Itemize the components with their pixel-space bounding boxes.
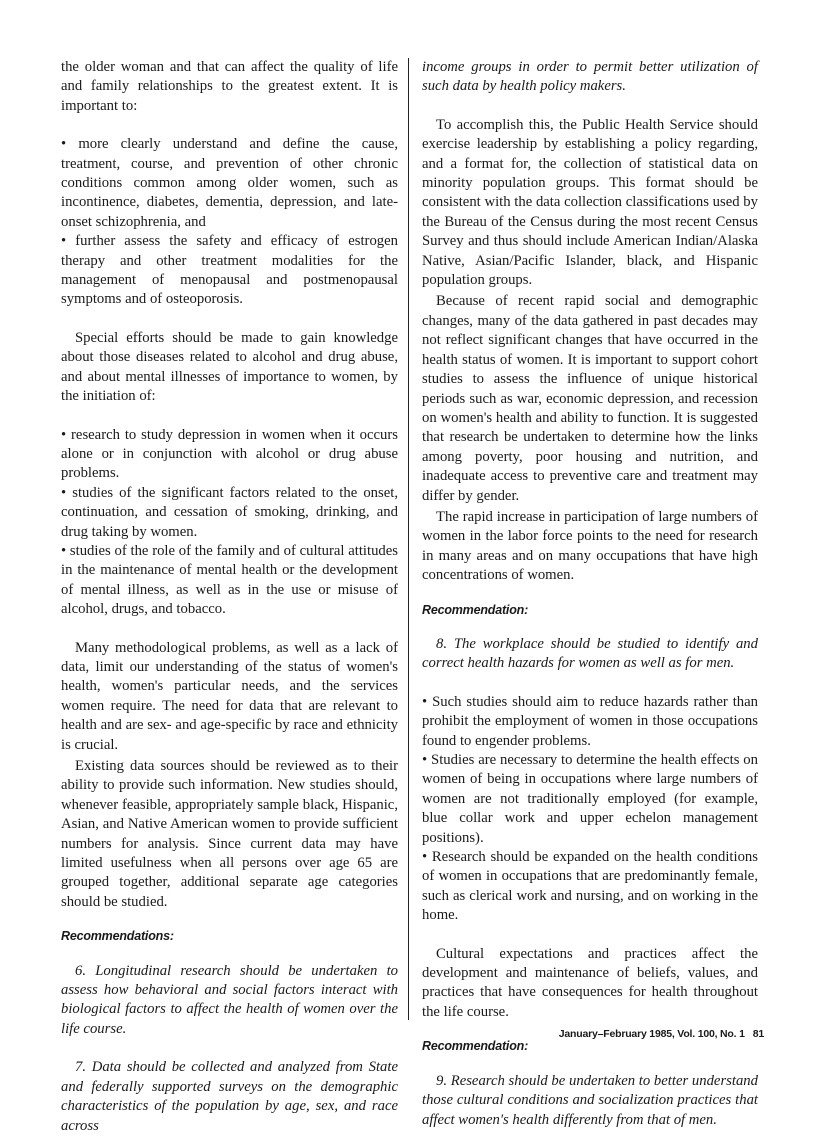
right-column (422, 58, 758, 1130)
recommendation-7: 7. Data should be collected and analyzed from State and federally supported surveys on the demographic characteristics of the population by age, sex, and race across (61, 1059, 398, 1134)
list-item: • Such studies should aim to reduce hazards rather than prohibit the employment of women in those occupations found to engender problems. (422, 693, 758, 751)
recommendation-9: 9. Research should be undertaken to better understand those cultural conditions and socialization practices that affect women's health differently from that of men. (422, 1072, 758, 1128)
recommendation-heading-1: Recommendation: (422, 602, 529, 617)
labor-force-paragraph: The rapid increase in participation of large numbers of women in the labor force points to the need for research in many areas and on many occupations that have high concentrations of women. (422, 508, 758, 584)
methodological-paragraph: Many methodological problems, as well as a lack of data, limit our understanding of the status of women's health, women's particular needs, and the services women require. The need for data that are relevant to health and are sex- and age-specific by race and ethnicity is crucial. (61, 639, 398, 753)
demographic-changes-paragraph: Because of recent rapid social and demographic changes, many of the data gathered in past decades may not reflect significant changes that have occurred in the health status of women. It is important to support cohort studies to assess the influence of unique historical periods such as war, economic depression, and recession on women's health and ability to function. It is suggested that research be undertaken to determine how the links among poverty, poor housing and nutrition, and inadequate access to preventive care and treatment may differ by gender. (422, 293, 758, 504)
recommendations-heading: Recommendations: (61, 929, 174, 944)
page-footer (559, 1028, 764, 1040)
cultural-paragraph: Cultural expectations and practices affect the development and maintenance of beliefs, values, and practices that have consequences for health throughout the life course. (422, 945, 758, 1020)
intro-paragraph: the older woman and that can affect the quality of life and family relationships to the greatest extent. It is important to: (61, 59, 398, 114)
recommendation-7-continued: income groups in order to permit better utilization of such data by health policy makers. (422, 59, 758, 95)
list-item: • Studies are necessary to determine the health effects on women of being in occupations where large numbers of women are not traditionally employed (for example, blue collar work and upper echelon management positions). (422, 751, 758, 848)
journal-citation: January–February 1985, Vol. 100, No. 1 (558, 1028, 745, 1040)
recommendation-8: 8. The workplace should be studied to identify and correct health hazards for women as well as for men. (422, 635, 758, 672)
list-item: • studies of the significant factors related to the onset, continuation, and cessation of smoking, drinking, and drug taking by women. (61, 484, 398, 542)
recommendation-6: 6. Longitudinal research should be undertaken to assess how behavioral and social factors interact with biological factors to affect the health of women over the life course. (61, 962, 398, 1037)
list-item: • studies of the role of the family and of cultural attitudes in the maintenance of mental health or the development of mental illness, as well as in the use or misuse of alcohol, drugs, and tobacco. (61, 542, 398, 620)
recommendation-heading-2: Recommendation: (422, 1039, 529, 1054)
bullet-list-a (61, 135, 398, 310)
special-efforts-paragraph: Special efforts should be made to gain knowledge about those diseases related to alcohol and drug abuse, and about mental illnesses of importance to women, by the initiation of: (61, 329, 398, 405)
list-item: • more clearly understand and define the cause, treatment, course, and prevention of other chronic conditions common among older women, such as incontinence, diabetes, dementia, depression, and late-onset schizophrenia, and (61, 135, 398, 232)
existing-data-paragraph: Existing data sources should be reviewed as to their ability to provide such information. New studies should, whenever feasible, appropriately sample black, Hispanic, Asian, and Native American women to provide sufficient numbers for analysis. Since current data may have limited usefulness when all persons over age 65 are grouped together, additional separate age categories should be studied. (61, 758, 398, 910)
bullet-list-c (422, 693, 758, 926)
list-item: • research to study depression in women when it occurs alone or in conjunction with alcohol or drug abuse problems. (61, 426, 398, 484)
accomplish-paragraph: To accomplish this, the Public Health Service should exercise leadership by establishing a policy regarding, and a format for, the collection of statistical data on minority population groups. This format should be consistent with the data collection classifications used by the Bureau of the Census during the most recent Census Survey and thus should include American Indian/Alaska Native, Asian/Pacific Islander, black, and Hispanic population groups. (422, 116, 758, 289)
bullet-list-b (61, 426, 398, 620)
list-item: • Research should be expanded on the health conditions of women in occupations that are predominantly female, such as clerical work and nursing, and on working in the home. (422, 848, 758, 926)
list-item: • further assess the safety and efficacy of estrogen therapy and other treatment modalities for the management of menopausal and postmenopausal symptoms and of osteoporosis. (61, 232, 398, 310)
left-column (61, 58, 398, 1136)
page-number: 81 (752, 1028, 764, 1040)
column-rule (408, 58, 409, 1020)
